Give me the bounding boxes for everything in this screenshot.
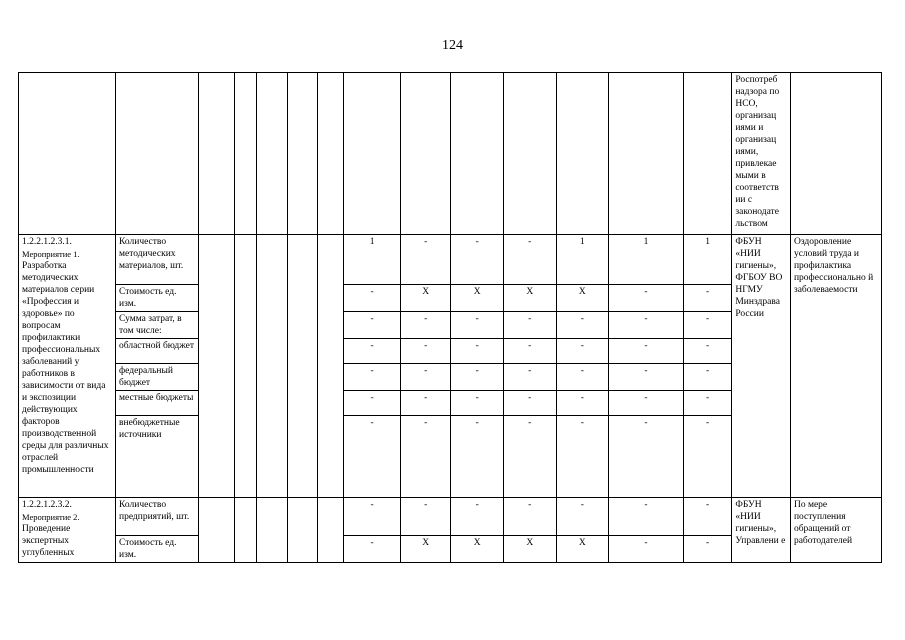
empty-cell [198,73,234,235]
table-cell: - [400,339,451,364]
empty-cell [790,73,881,235]
table-cell: - [683,364,732,391]
table-cell: - [344,364,401,391]
table-cell: - [683,312,732,339]
measure-2-executor: ФБУН «НИИ гигиены», Управлени е [732,498,791,563]
table-cell: Сумма затрат, в том числе: [116,312,199,339]
table-cell: - [451,391,504,416]
empty-cell [503,73,556,235]
table-cell: - [503,498,556,536]
table-cell: - [451,416,504,498]
empty-cell [556,73,609,235]
table-cell: 1 [344,235,401,285]
table-cell: - [451,312,504,339]
table-cell: - [344,416,401,498]
table-cell: - [683,498,732,536]
table-cell: - [556,498,609,536]
empty-cell [287,498,317,563]
table-cell: - [683,339,732,364]
table-row [19,498,882,536]
measure-1-executor: ФБУН «НИИ гигиены», ФГБОУ ВО НГМУ Минздрава России [732,235,791,498]
empty-cell [235,235,257,498]
table-cell: - [400,235,451,285]
empty-cell [451,73,504,235]
table-cell: областной бюджет [116,339,199,364]
table-cell: Количество методических материалов, шт. [116,235,199,285]
table-cell: 1 [683,235,732,285]
table-cell: - [344,285,401,312]
table-cell: - [400,364,451,391]
empty-cell [287,235,317,498]
table-cell: - [503,312,556,339]
table-cell: - [556,312,609,339]
table-cell: - [556,339,609,364]
table-cell: - [400,416,451,498]
table-cell: - [609,364,684,391]
empty-cell [318,73,344,235]
empty-cell [609,73,684,235]
table-cell: - [683,285,732,312]
empty-cell [257,73,287,235]
table-cell: X [451,285,504,312]
table-cell: - [344,391,401,416]
measure-1-result: Оздоровление условий труда и профилактика профессионально й заболеваемости [790,235,881,498]
continuation-row [19,73,882,235]
table-cell: - [503,364,556,391]
empty-cell [287,73,317,235]
table-cell: X [400,536,451,563]
table-cell: - [400,391,451,416]
empty-cell [257,498,287,563]
empty-cell [318,235,344,498]
empty-cell [235,73,257,235]
table-cell: X [556,285,609,312]
table-cell: - [503,416,556,498]
empty-cell [198,235,234,498]
table-cell: - [683,416,732,498]
table-cell: - [609,536,684,563]
table-cell: - [683,536,732,563]
table-cell: 1 [556,235,609,285]
table-cell: - [344,339,401,364]
table-cell: - [503,339,556,364]
table-cell: X [451,536,504,563]
measure-1-description: 1.2.2.1.2.3.1. Мероприятие 1. Разработка методических материалов серии «Профессия и здоровье» по вопросам профилактики профессиональных заболеваний у работников в зависимости от вида и экспозиции действующих факторов производственной среды для различных отраслей промышленности [19,235,116,498]
table-cell: Количество предприятий, шт. [116,498,199,536]
empty-cell [257,235,287,498]
table-cell: X [503,285,556,312]
table-cell: внебюджетные источники [116,416,199,498]
empty-cell [235,498,257,563]
table-cell: - [556,416,609,498]
empty-cell [198,498,234,563]
table-cell: - [344,498,401,536]
table-cell: - [683,391,732,416]
table-cell: - [609,339,684,364]
empty-cell [116,73,199,235]
table-cell: - [451,498,504,536]
table-cell: - [609,498,684,536]
executor-cell: Роспотреб надзора по НСО, организац иями и организац иями, привлекае мыми в соответств ии с законодате льством [732,73,791,235]
table-cell: - [503,391,556,416]
table-cell: - [503,235,556,285]
empty-cell [344,73,401,235]
table-cell: X [503,536,556,563]
table-cell: 1 [609,235,684,285]
table-cell: - [609,285,684,312]
measure-2-result: По мере поступления обращений от работодателей [790,498,881,563]
table-cell: - [451,364,504,391]
table-cell: - [609,391,684,416]
table-cell: - [344,312,401,339]
table-cell: - [609,416,684,498]
table-cell: - [344,536,401,563]
table-cell: Стоимость ед. изм. [116,536,199,563]
table-cell: - [451,235,504,285]
table-cell: - [400,312,451,339]
table-cell: X [556,536,609,563]
table-cell: Стоимость ед. изм. [116,285,199,312]
empty-cell [19,73,116,235]
program-table [18,72,882,563]
table-cell: - [451,339,504,364]
table-cell: - [609,312,684,339]
empty-cell [400,73,451,235]
table-cell: федеральный бюджет [116,364,199,391]
empty-cell [683,73,732,235]
table-cell: - [400,498,451,536]
table-cell: - [556,364,609,391]
table-cell: - [556,391,609,416]
table-cell: местные бюджеты [116,391,199,416]
empty-cell [318,498,344,563]
table-row [19,235,882,285]
table-cell: X [400,285,451,312]
measure-2-description: 1.2.2.1.2.3.2. Мероприятие 2. Проведение экспертных углубленных [19,498,116,563]
page-number: 124 [442,38,463,53]
